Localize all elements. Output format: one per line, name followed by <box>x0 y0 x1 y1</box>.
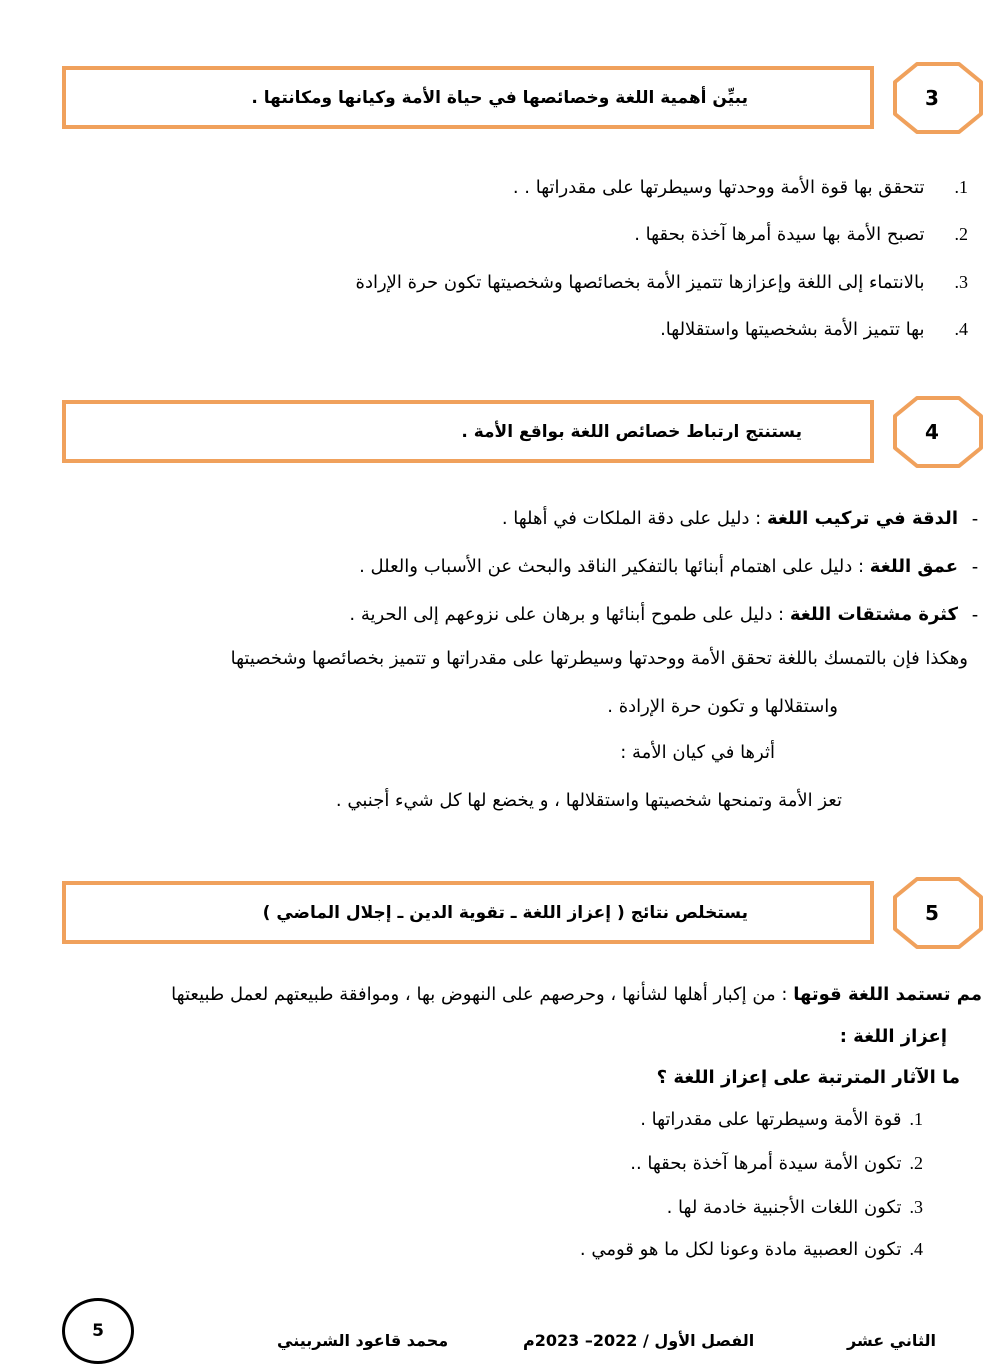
footer-term: الفصل الأول / 2022– 2023م <box>523 1331 755 1350</box>
list-item-text: تكون الأمة سيدة أمرها آخذة بحقها .. <box>630 1153 902 1174</box>
list-item <box>660 315 968 344</box>
dash-bullet: - <box>972 604 978 624</box>
paragraph-line: واستقلالها و تكون حرة الإرادة . <box>607 696 838 717</box>
list-item <box>667 1193 923 1222</box>
intro-lead: مم تستمد اللغة قوتها <box>793 984 982 1005</box>
paragraph-line: تعز الأمة وتمنحها شخصيتها واستقلالها ، و يخضع لها كل شيء أجنبي . <box>335 790 842 811</box>
page-number: 5 <box>92 1321 104 1341</box>
list-item-number: 4. <box>954 319 968 339</box>
dash-bullet: - <box>972 508 978 528</box>
dash-item-lead: كثرة مشتقات اللغة <box>789 604 958 625</box>
list-item-text: تكون العصبية مادة وعونا لكل ما هو قومي . <box>579 1239 902 1260</box>
list-item-number: 2. <box>954 224 968 244</box>
dash-bullet: - <box>972 556 978 576</box>
footer-grade: الثاني عشر <box>847 1331 936 1350</box>
list-item-number: 2. <box>909 1153 923 1173</box>
list-item-number: 1. <box>909 1109 923 1129</box>
list-item <box>640 1105 923 1134</box>
dash-item <box>349 600 978 629</box>
objective-box-4 <box>62 400 874 463</box>
badge-number: 3 <box>925 86 939 110</box>
list-item-number: 1. <box>954 177 968 197</box>
objective-badge-3 <box>893 62 983 134</box>
dash-item-text: : دليل على دقة الملكات في أهلها . <box>501 508 762 529</box>
list-item-text: قوة الأمة وسيطرتها على مقدراتها . <box>640 1109 902 1130</box>
objective-title-4: يستنتج ارتباط خصائص اللغة بواقع الأمة . <box>461 421 802 442</box>
subheading: إعزاز اللغة : <box>839 1026 947 1047</box>
list-item-text: تكون اللغات الأجنبية خادمة لها . <box>666 1197 902 1218</box>
list-item <box>634 220 968 249</box>
dash-item <box>502 504 978 533</box>
objective-title-5: يستخلص نتائج ( إعزاز اللغة ـ تقوية الدين ـ إجلال الماضي ) <box>262 902 748 923</box>
objective-box-3 <box>62 66 874 129</box>
intro-text: : من إكبار أهلها لشأنها ، وحرصهم على النهوض بها ، وموافقة طبيعتهم لعمل طبيعتها <box>171 984 788 1005</box>
dash-item-text: : دليل على اهتمام أبنائها بالتفكير الناقد والبحث عن الأسباب والعلل . <box>359 556 865 577</box>
paragraph-line: وهكذا فإن بالتمسك باللغة تحقق الأمة ووحدتها وسيطرتها على مقدراتها و تتميز بخصائصها وشخصيتها <box>230 648 968 669</box>
list-item-text: بالانتماء إلى اللغة وإعزازها تتميز الأمة بخصائصها وشخصيتها تكون حرة الإرادة <box>355 272 925 293</box>
footer-author: محمد قاعود الشربيني <box>277 1331 449 1350</box>
list-item <box>356 268 968 297</box>
dash-item-text: : دليل على طموح أبنائها و برهان على نزوعهم إلى الحرية . <box>349 604 785 625</box>
list-item <box>513 173 968 202</box>
intro-line <box>171 981 982 1009</box>
dash-item-lead: عمق اللغة <box>869 556 958 577</box>
objective-title-3: يبيِّن أهمية اللغة وخصائصها في حياة الأمة وكيانها ومكانتها . <box>251 87 748 108</box>
objective-badge-4 <box>893 396 983 468</box>
dash-item <box>359 552 978 581</box>
objective-box-5 <box>62 881 874 944</box>
list-item-text: بها تتميز الأمة بشخصيتها واستقلالها. <box>660 319 925 340</box>
list-item <box>580 1235 923 1264</box>
list-item-number: 3. <box>954 272 968 292</box>
page-number-badge <box>62 1298 134 1364</box>
list-item-text: تتحقق بها قوة الأمة ووحدتها وسيطرتها على مقدراتها . . <box>512 177 925 198</box>
badge-number: 4 <box>925 420 939 444</box>
paragraph-line: أثرها في كيان الأمة : <box>620 742 775 763</box>
objective-badge-5 <box>893 877 983 949</box>
dash-item-lead: الدقة في تركيب اللغة <box>766 508 958 529</box>
badge-number: 5 <box>925 901 939 925</box>
list-item-number: 3. <box>909 1197 923 1217</box>
list-item-text: تصبح الأمة بها سيدة أمرها آخذة بحقها . <box>634 224 925 245</box>
list-item <box>630 1149 923 1178</box>
list-item-number: 4. <box>909 1239 923 1259</box>
question-line: ما الآثار المترتبة على إعزاز اللغة ؟ <box>656 1067 960 1088</box>
